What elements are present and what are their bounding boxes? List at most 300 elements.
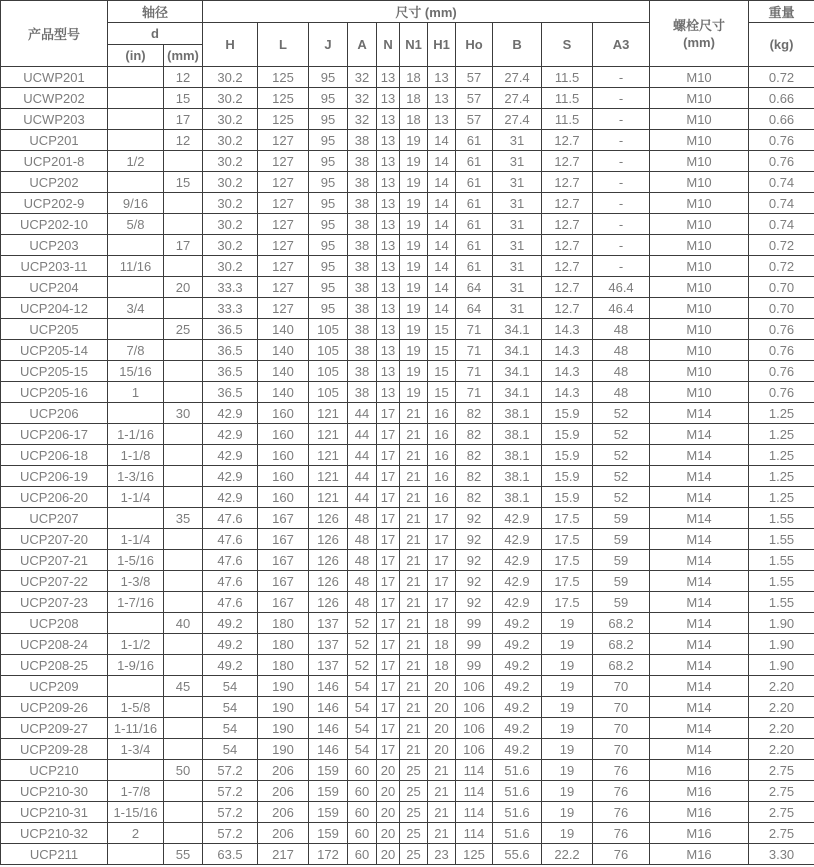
cell-L: 190: [258, 718, 309, 739]
cell-A3: 76: [593, 802, 650, 823]
cell-N1: 19: [400, 214, 428, 235]
cell-Ho: 106: [456, 739, 493, 760]
cell-S: 19: [542, 613, 593, 634]
cell-J: 95: [309, 109, 348, 130]
cell-H1: 16: [428, 466, 456, 487]
cell-L: 217: [258, 844, 309, 865]
header-row-1: [1, 1, 814, 23]
cell-N: 20: [377, 802, 400, 823]
cell-H: 30.2: [203, 172, 258, 193]
cell-Ho: 61: [456, 256, 493, 277]
cell-H1: 14: [428, 298, 456, 319]
cell-bolt_size: M10: [650, 277, 749, 298]
cell-bolt_size: M14: [650, 634, 749, 655]
cell-bolt_size: M10: [650, 382, 749, 403]
cell-N: 17: [377, 487, 400, 508]
cell-A3: 68.2: [593, 655, 650, 676]
cell-S: 12.7: [542, 130, 593, 151]
cell-model: UCP207-23: [1, 592, 108, 613]
cell-A: 38: [348, 340, 377, 361]
cell-N: 13: [377, 109, 400, 130]
cell-H1: 15: [428, 361, 456, 382]
cell-N: 13: [377, 382, 400, 403]
col-header-L: L: [258, 23, 309, 67]
cell-H1: 20: [428, 739, 456, 760]
cell-N: 13: [377, 67, 400, 88]
cell-N1: 21: [400, 550, 428, 571]
table-row: [1, 382, 814, 403]
col-header-dimensions-group: 尺寸 (mm): [203, 1, 650, 23]
cell-A: 54: [348, 718, 377, 739]
cell-d_mm: [164, 550, 203, 571]
table-row: [1, 676, 814, 697]
cell-L: 167: [258, 550, 309, 571]
cell-N1: 19: [400, 193, 428, 214]
cell-d_mm: [164, 592, 203, 613]
cell-bolt_size: M10: [650, 109, 749, 130]
cell-A3: 52: [593, 403, 650, 424]
cell-A: 48: [348, 550, 377, 571]
cell-H: 49.2: [203, 613, 258, 634]
cell-bolt_size: M14: [650, 718, 749, 739]
cell-A: 38: [348, 298, 377, 319]
cell-d_in: [108, 760, 164, 781]
cell-model: UCP204: [1, 277, 108, 298]
cell-d_in: 1-15/16: [108, 802, 164, 823]
cell-A3: 70: [593, 739, 650, 760]
cell-A3: 46.4: [593, 277, 650, 298]
cell-bolt_size: M10: [650, 172, 749, 193]
cell-bolt_size: M14: [650, 403, 749, 424]
cell-weight: 0.74: [749, 193, 814, 214]
bolt-size-unit: (mm): [683, 34, 715, 50]
cell-bolt_size: M10: [650, 235, 749, 256]
cell-J: 95: [309, 256, 348, 277]
cell-B: 38.1: [493, 487, 542, 508]
cell-A3: 76: [593, 760, 650, 781]
cell-A3: -: [593, 193, 650, 214]
cell-J: 105: [309, 361, 348, 382]
cell-H: 33.3: [203, 298, 258, 319]
cell-bolt_size: M14: [650, 508, 749, 529]
cell-model: UCP206-19: [1, 466, 108, 487]
col-header-d-in: (in): [108, 45, 164, 67]
cell-Ho: 92: [456, 529, 493, 550]
cell-A3: -: [593, 256, 650, 277]
cell-S: 19: [542, 676, 593, 697]
cell-d_in: 11/16: [108, 256, 164, 277]
cell-J: 126: [309, 592, 348, 613]
cell-weight: 1.90: [749, 655, 814, 676]
cell-N: 13: [377, 151, 400, 172]
cell-bolt_size: M10: [650, 67, 749, 88]
cell-d_mm: 17: [164, 235, 203, 256]
cell-weight: 2.75: [749, 802, 814, 823]
cell-Ho: 61: [456, 130, 493, 151]
cell-B: 34.1: [493, 382, 542, 403]
cell-Ho: 61: [456, 235, 493, 256]
cell-H1: 14: [428, 214, 456, 235]
cell-d_mm: [164, 382, 203, 403]
cell-B: 49.2: [493, 613, 542, 634]
cell-N1: 25: [400, 781, 428, 802]
cell-H1: 21: [428, 823, 456, 844]
cell-model: UCP210: [1, 760, 108, 781]
cell-H1: 15: [428, 340, 456, 361]
cell-model: UCP203: [1, 235, 108, 256]
cell-bolt_size: M14: [650, 592, 749, 613]
cell-weight: 2.20: [749, 676, 814, 697]
cell-weight: 2.75: [749, 823, 814, 844]
cell-model: UCP201-8: [1, 151, 108, 172]
cell-d_in: 1: [108, 382, 164, 403]
cell-model: UCP209-28: [1, 739, 108, 760]
col-header-d: d: [108, 23, 203, 45]
cell-H1: 17: [428, 592, 456, 613]
cell-S: 22.2: [542, 844, 593, 865]
cell-N: 17: [377, 634, 400, 655]
cell-S: 14.3: [542, 340, 593, 361]
cell-weight: 0.70: [749, 277, 814, 298]
cell-weight: 1.55: [749, 529, 814, 550]
cell-B: 31: [493, 298, 542, 319]
cell-B: 31: [493, 193, 542, 214]
table-row: [1, 151, 814, 172]
cell-d_mm: 12: [164, 67, 203, 88]
cell-N: 20: [377, 844, 400, 865]
col-header-A: A: [348, 23, 377, 67]
cell-d_in: 1-5/16: [108, 550, 164, 571]
col-header-B: B: [493, 23, 542, 67]
cell-weight: 1.25: [749, 487, 814, 508]
cell-H1: 17: [428, 550, 456, 571]
table-row: [1, 298, 814, 319]
cell-Ho: 82: [456, 403, 493, 424]
cell-d_mm: [164, 298, 203, 319]
col-header-A3: A3: [593, 23, 650, 67]
cell-d_mm: [164, 739, 203, 760]
cell-d_in: 1-7/8: [108, 781, 164, 802]
table-row: [1, 172, 814, 193]
cell-N1: 19: [400, 340, 428, 361]
cell-weight: 1.55: [749, 592, 814, 613]
cell-H1: 14: [428, 277, 456, 298]
cell-N: 20: [377, 823, 400, 844]
cell-d_in: 1/2: [108, 151, 164, 172]
cell-N1: 21: [400, 487, 428, 508]
cell-H: 54: [203, 739, 258, 760]
cell-H: 47.6: [203, 550, 258, 571]
col-header-H: H: [203, 23, 258, 67]
cell-weight: 1.25: [749, 466, 814, 487]
table-row: [1, 718, 814, 739]
cell-A: 38: [348, 193, 377, 214]
cell-H1: 16: [428, 445, 456, 466]
table-row: [1, 634, 814, 655]
table-row: [1, 613, 814, 634]
cell-L: 160: [258, 445, 309, 466]
cell-H: 63.5: [203, 844, 258, 865]
cell-L: 180: [258, 613, 309, 634]
table-row: [1, 340, 814, 361]
cell-N1: 18: [400, 88, 428, 109]
cell-L: 167: [258, 529, 309, 550]
cell-model: UCP209-26: [1, 697, 108, 718]
cell-d_mm: [164, 823, 203, 844]
table-row: [1, 193, 814, 214]
table-row: [1, 361, 814, 382]
cell-J: 95: [309, 67, 348, 88]
cell-d_in: 1-1/2: [108, 634, 164, 655]
cell-L: 206: [258, 781, 309, 802]
cell-J: 95: [309, 130, 348, 151]
cell-H: 30.2: [203, 130, 258, 151]
cell-model: UCP210-30: [1, 781, 108, 802]
cell-L: 190: [258, 676, 309, 697]
cell-S: 19: [542, 739, 593, 760]
cell-L: 127: [258, 256, 309, 277]
cell-L: 127: [258, 235, 309, 256]
cell-weight: 0.66: [749, 88, 814, 109]
cell-weight: 2.75: [749, 760, 814, 781]
cell-A: 38: [348, 235, 377, 256]
cell-d_in: [108, 109, 164, 130]
cell-weight: 0.74: [749, 172, 814, 193]
cell-A3: 70: [593, 676, 650, 697]
cell-B: 51.6: [493, 823, 542, 844]
cell-d_mm: 50: [164, 760, 203, 781]
cell-A: 38: [348, 277, 377, 298]
cell-B: 34.1: [493, 340, 542, 361]
table-row: [1, 466, 814, 487]
col-header-S: S: [542, 23, 593, 67]
cell-Ho: 114: [456, 760, 493, 781]
cell-B: 27.4: [493, 109, 542, 130]
cell-S: 12.7: [542, 214, 593, 235]
cell-d_mm: [164, 781, 203, 802]
cell-S: 17.5: [542, 571, 593, 592]
cell-S: 11.5: [542, 88, 593, 109]
cell-model: UCP202-10: [1, 214, 108, 235]
col-header-Ho: Ho: [456, 23, 493, 67]
cell-H: 36.5: [203, 340, 258, 361]
cell-weight: 0.76: [749, 382, 814, 403]
table-row: [1, 214, 814, 235]
cell-N1: 21: [400, 424, 428, 445]
cell-Ho: 106: [456, 676, 493, 697]
cell-N: 13: [377, 130, 400, 151]
cell-Ho: 57: [456, 67, 493, 88]
cell-bolt_size: M10: [650, 256, 749, 277]
cell-B: 34.1: [493, 361, 542, 382]
cell-A: 60: [348, 844, 377, 865]
cell-d_in: [108, 172, 164, 193]
cell-J: 146: [309, 676, 348, 697]
cell-J: 159: [309, 823, 348, 844]
cell-weight: 0.76: [749, 340, 814, 361]
cell-S: 19: [542, 802, 593, 823]
cell-weight: 1.55: [749, 508, 814, 529]
cell-Ho: 99: [456, 634, 493, 655]
cell-A: 32: [348, 88, 377, 109]
cell-A: 38: [348, 172, 377, 193]
cell-N: 17: [377, 550, 400, 571]
cell-model: UCP206-18: [1, 445, 108, 466]
cell-model: UCP207-21: [1, 550, 108, 571]
cell-N: 13: [377, 214, 400, 235]
cell-d_mm: [164, 802, 203, 823]
cell-L: 160: [258, 466, 309, 487]
cell-N1: 21: [400, 739, 428, 760]
cell-A3: -: [593, 67, 650, 88]
cell-d_mm: 55: [164, 844, 203, 865]
cell-H: 47.6: [203, 592, 258, 613]
cell-A: 54: [348, 676, 377, 697]
cell-d_in: 3/4: [108, 298, 164, 319]
cell-weight: 0.76: [749, 361, 814, 382]
cell-A3: 48: [593, 319, 650, 340]
cell-L: 140: [258, 361, 309, 382]
table-body: [1, 67, 814, 865]
cell-bolt_size: M10: [650, 298, 749, 319]
cell-Ho: 71: [456, 382, 493, 403]
cell-bolt_size: M10: [650, 88, 749, 109]
cell-H: 30.2: [203, 151, 258, 172]
table-row: [1, 592, 814, 613]
cell-bolt_size: M16: [650, 781, 749, 802]
cell-d_in: [108, 508, 164, 529]
cell-B: 51.6: [493, 760, 542, 781]
table-row: [1, 571, 814, 592]
cell-A: 54: [348, 697, 377, 718]
cell-H: 30.2: [203, 256, 258, 277]
cell-A3: 48: [593, 382, 650, 403]
col-header-N: N: [377, 23, 400, 67]
cell-d_mm: 25: [164, 319, 203, 340]
table-row: [1, 319, 814, 340]
cell-L: 206: [258, 823, 309, 844]
table-row: [1, 277, 814, 298]
cell-B: 42.9: [493, 529, 542, 550]
cell-model: UCP208-25: [1, 655, 108, 676]
cell-N1: 21: [400, 445, 428, 466]
cell-d_in: [108, 67, 164, 88]
table-row: [1, 697, 814, 718]
cell-S: 19: [542, 697, 593, 718]
cell-S: 12.7: [542, 172, 593, 193]
cell-L: 127: [258, 277, 309, 298]
cell-bolt_size: M10: [650, 361, 749, 382]
cell-A3: 76: [593, 781, 650, 802]
cell-N: 20: [377, 781, 400, 802]
cell-B: 31: [493, 214, 542, 235]
cell-bolt_size: M14: [650, 676, 749, 697]
cell-B: 27.4: [493, 88, 542, 109]
table-row: [1, 529, 814, 550]
cell-A: 38: [348, 319, 377, 340]
cell-J: 105: [309, 319, 348, 340]
cell-L: 125: [258, 88, 309, 109]
cell-H1: 15: [428, 382, 456, 403]
cell-Ho: 64: [456, 277, 493, 298]
cell-d_in: [108, 88, 164, 109]
cell-S: 15.9: [542, 445, 593, 466]
cell-d_in: 1-3/8: [108, 571, 164, 592]
table-row: [1, 655, 814, 676]
table-row: [1, 445, 814, 466]
cell-J: 95: [309, 172, 348, 193]
cell-J: 95: [309, 88, 348, 109]
cell-bolt_size: M16: [650, 844, 749, 865]
cell-S: 19: [542, 718, 593, 739]
cell-B: 42.9: [493, 550, 542, 571]
cell-H1: 14: [428, 172, 456, 193]
cell-S: 19: [542, 781, 593, 802]
cell-B: 49.2: [493, 718, 542, 739]
cell-H1: 21: [428, 802, 456, 823]
cell-B: 38.1: [493, 466, 542, 487]
cell-H: 49.2: [203, 655, 258, 676]
cell-H: 30.2: [203, 67, 258, 88]
cell-model: UCP210-32: [1, 823, 108, 844]
cell-d_in: [108, 277, 164, 298]
cell-Ho: 82: [456, 487, 493, 508]
cell-H1: 18: [428, 655, 456, 676]
cell-H1: 14: [428, 193, 456, 214]
cell-weight: 0.72: [749, 235, 814, 256]
cell-S: 14.3: [542, 382, 593, 403]
cell-A: 54: [348, 739, 377, 760]
cell-S: 14.3: [542, 361, 593, 382]
cell-bolt_size: M16: [650, 823, 749, 844]
cell-A3: 52: [593, 487, 650, 508]
cell-d_mm: [164, 655, 203, 676]
cell-N1: 21: [400, 634, 428, 655]
cell-H: 47.6: [203, 529, 258, 550]
cell-L: 206: [258, 760, 309, 781]
cell-N1: 21: [400, 592, 428, 613]
cell-B: 51.6: [493, 802, 542, 823]
cell-A3: -: [593, 88, 650, 109]
cell-J: 126: [309, 508, 348, 529]
cell-A3: 68.2: [593, 634, 650, 655]
cell-d_in: 1-3/4: [108, 739, 164, 760]
cell-A3: 52: [593, 424, 650, 445]
cell-d_mm: [164, 487, 203, 508]
cell-S: 19: [542, 760, 593, 781]
cell-H: 36.5: [203, 319, 258, 340]
cell-A: 60: [348, 802, 377, 823]
cell-model: UCP209: [1, 676, 108, 697]
cell-Ho: 82: [456, 424, 493, 445]
cell-bolt_size: M10: [650, 193, 749, 214]
cell-d_in: 1-11/16: [108, 718, 164, 739]
cell-H1: 17: [428, 508, 456, 529]
cell-weight: 1.90: [749, 613, 814, 634]
cell-N: 17: [377, 697, 400, 718]
cell-model: UCP205-14: [1, 340, 108, 361]
cell-weight: 2.20: [749, 739, 814, 760]
cell-L: 125: [258, 109, 309, 130]
cell-S: 15.9: [542, 403, 593, 424]
cell-weight: 0.76: [749, 319, 814, 340]
cell-L: 206: [258, 802, 309, 823]
cell-H1: 14: [428, 235, 456, 256]
cell-N1: 25: [400, 760, 428, 781]
cell-N1: 21: [400, 613, 428, 634]
cell-d_in: 1-1/4: [108, 487, 164, 508]
cell-H1: 15: [428, 319, 456, 340]
